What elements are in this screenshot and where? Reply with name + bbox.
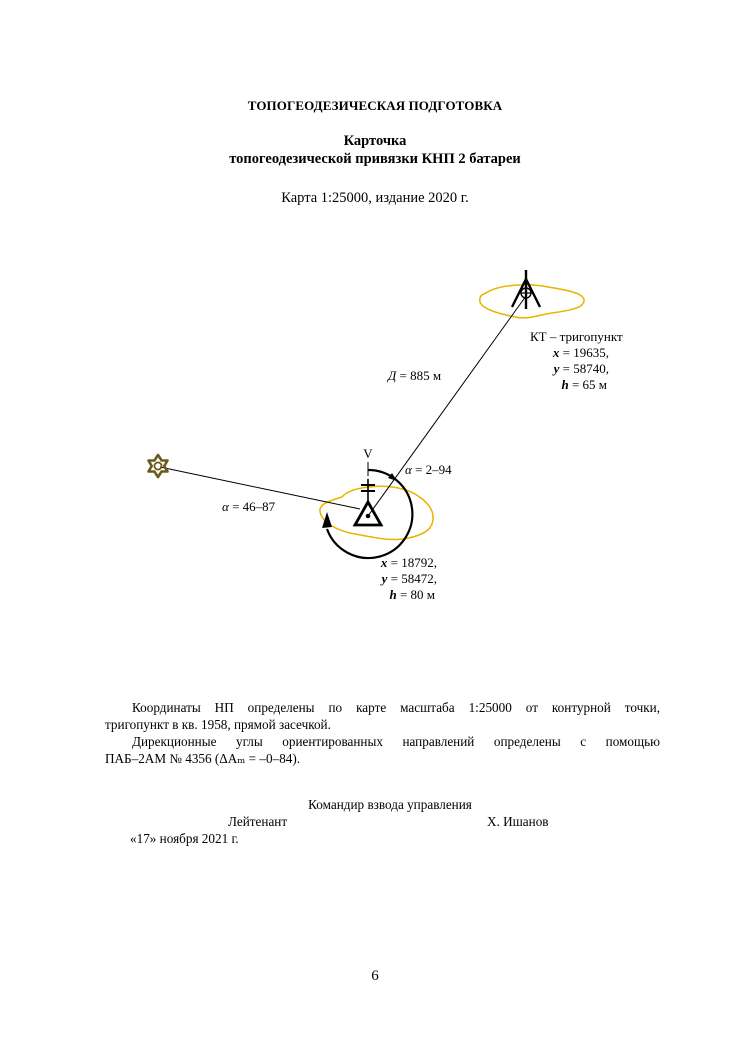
coordinates-paragraph-line2: тригопункт в кв. 1958, прямой засечкой. [105, 717, 331, 732]
trig-label: КТ – тригопункт [530, 329, 623, 344]
angles-paragraph-line1: Дирекционные углы ориентированных направлений определены с помощью [132, 734, 660, 749]
coordinates-paragraph-line1: Координаты НП определены по карте масштаба 1:25000 от контурной точки, [132, 700, 660, 715]
distance-label: Д = 885 м [388, 368, 442, 383]
alpha-right-label: α = 2–94 [405, 462, 452, 477]
knp-x: x = 18792, [380, 555, 437, 570]
page-number: 6 [371, 968, 379, 984]
north-mark: V [363, 446, 373, 461]
coordinates-paragraph [105, 699, 660, 733]
knp-y: y = 58472, [381, 571, 437, 586]
direction-line-to-trig [368, 296, 526, 516]
angles-paragraph-line2: ПАБ–2АМ № 4356 (ΔAₘ = –0–84). [105, 751, 301, 766]
signature-name: Х. Ишанов [487, 814, 549, 829]
card-title-line2: топогеодезической привязки КНП 2 батареи [229, 151, 521, 167]
signature-rank: Лейтенант [228, 814, 288, 829]
trig-y: y = 58740, [553, 361, 609, 376]
card-title-line1: Карточка [343, 133, 407, 149]
signature-date: «17» ноября 2021 г. [130, 831, 239, 846]
angles-paragraph [105, 733, 660, 767]
map-info: Карта 1:25000, издание 2020 г. [281, 190, 469, 206]
knp-contour [320, 486, 433, 539]
trig-h: h = 65 м [561, 377, 607, 392]
knp-h: h = 80 м [389, 587, 435, 602]
section-title: ТОПОГЕОДЕЗИЧЕСКАЯ ПОДГОТОВКА [247, 98, 503, 113]
trig-point-icon [512, 270, 540, 309]
landmark-icon [149, 455, 168, 477]
alpha-left-label: α = 46–87 [222, 499, 276, 514]
trig-x: x = 19635, [552, 345, 609, 360]
signature-title: Командир взвода управления [308, 797, 472, 812]
